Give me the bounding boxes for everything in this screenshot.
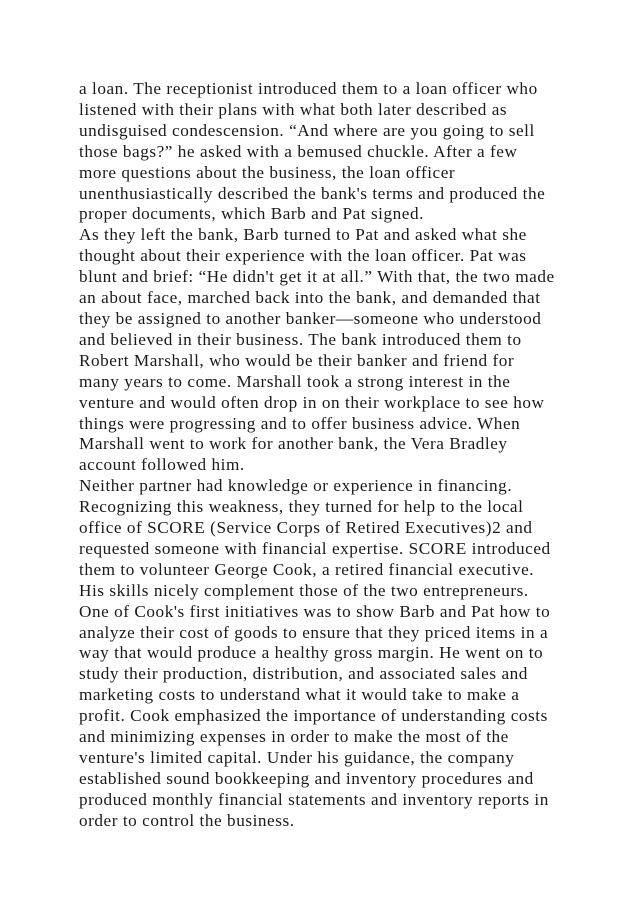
text-line: listened with their plans with what both later described as: [79, 99, 508, 119]
text-line: those bags?” he asked with a bemused chuckle. After a few: [79, 141, 518, 161]
text-line: Neither partner had knowledge or experience in financing.: [79, 476, 513, 496]
text-line: study their production, distribution, and associated sales and: [79, 664, 528, 684]
text-line: undisguised condescension. “And where are you going to sell: [79, 120, 535, 140]
text-line: venture's limited capital. Under his guidance, the company: [79, 748, 515, 767]
body-text: [79, 79, 599, 832]
text-line: Marshall went to work for another bank, the Vera Bradley: [79, 434, 508, 454]
text-line: an about face, marched back into the bank, and demanded that: [79, 288, 541, 308]
text-line: profit. Cook emphasized the importance of understanding costs: [79, 706, 548, 726]
text-line: analyze their cost of goods to ensure that they priced items in a: [79, 622, 549, 642]
text-line: them to volunteer George Cook, a retired financial executive.: [79, 559, 535, 579]
text-line: they be assigned to another banker—someone who understood: [79, 308, 542, 328]
text-line: As they left the bank, Barb turned to Pat and asked what she: [79, 225, 527, 245]
text-line: things were progressing and to offer business advice. When: [79, 413, 521, 433]
text-line: and believed in their business. The bank introduced them to: [79, 329, 522, 349]
text-line: requested someone with financial expertise. SCORE introduced: [79, 538, 551, 558]
text-line: more questions about the business, the loan officer: [79, 162, 456, 182]
text-line: His skills nicely complement those of the two entrepreneurs.: [79, 580, 529, 600]
text-line: way that would produce a healthy gross margin. He went on to: [79, 643, 544, 663]
text-line: unenthusiastically described the bank's terms and produced the: [79, 183, 546, 203]
text-line: marketing costs to understand what it would take to make a: [79, 685, 520, 705]
text-line: Recognizing this weakness, they turned for help to the local: [79, 497, 524, 517]
text-line: account followed him.: [79, 455, 245, 475]
text-line: blunt and brief: “He didn't get it at all.” With that, the two made: [79, 267, 555, 287]
text-line: One of Cook's first initiatives was to show Barb and Pat how to: [79, 601, 551, 621]
text-line: venture and would often drop in on their workplace to see how: [79, 392, 545, 412]
text-line: many years to come. Marshall took a strong interest in the: [79, 371, 511, 391]
text-line: established sound bookkeeping and inventory procedures and: [79, 768, 534, 788]
text-line: office of SCORE (Service Corps of Retired Executives)2 and: [79, 518, 533, 538]
text-line: and minimizing expenses in order to make the most of the: [79, 727, 509, 747]
text-line: thought about their experience with the loan officer. Pat was: [79, 246, 527, 266]
text-line: order to control the business.: [79, 810, 295, 830]
text-line: a loan. The receptionist introduced them to a loan officer who: [79, 79, 538, 98]
text-line: Robert Marshall, who would be their banker and friend for: [79, 350, 515, 370]
text-line: produced monthly financial statements and inventory reports in: [79, 789, 549, 809]
text-line: proper documents, which Barb and Pat signed.: [79, 204, 424, 224]
